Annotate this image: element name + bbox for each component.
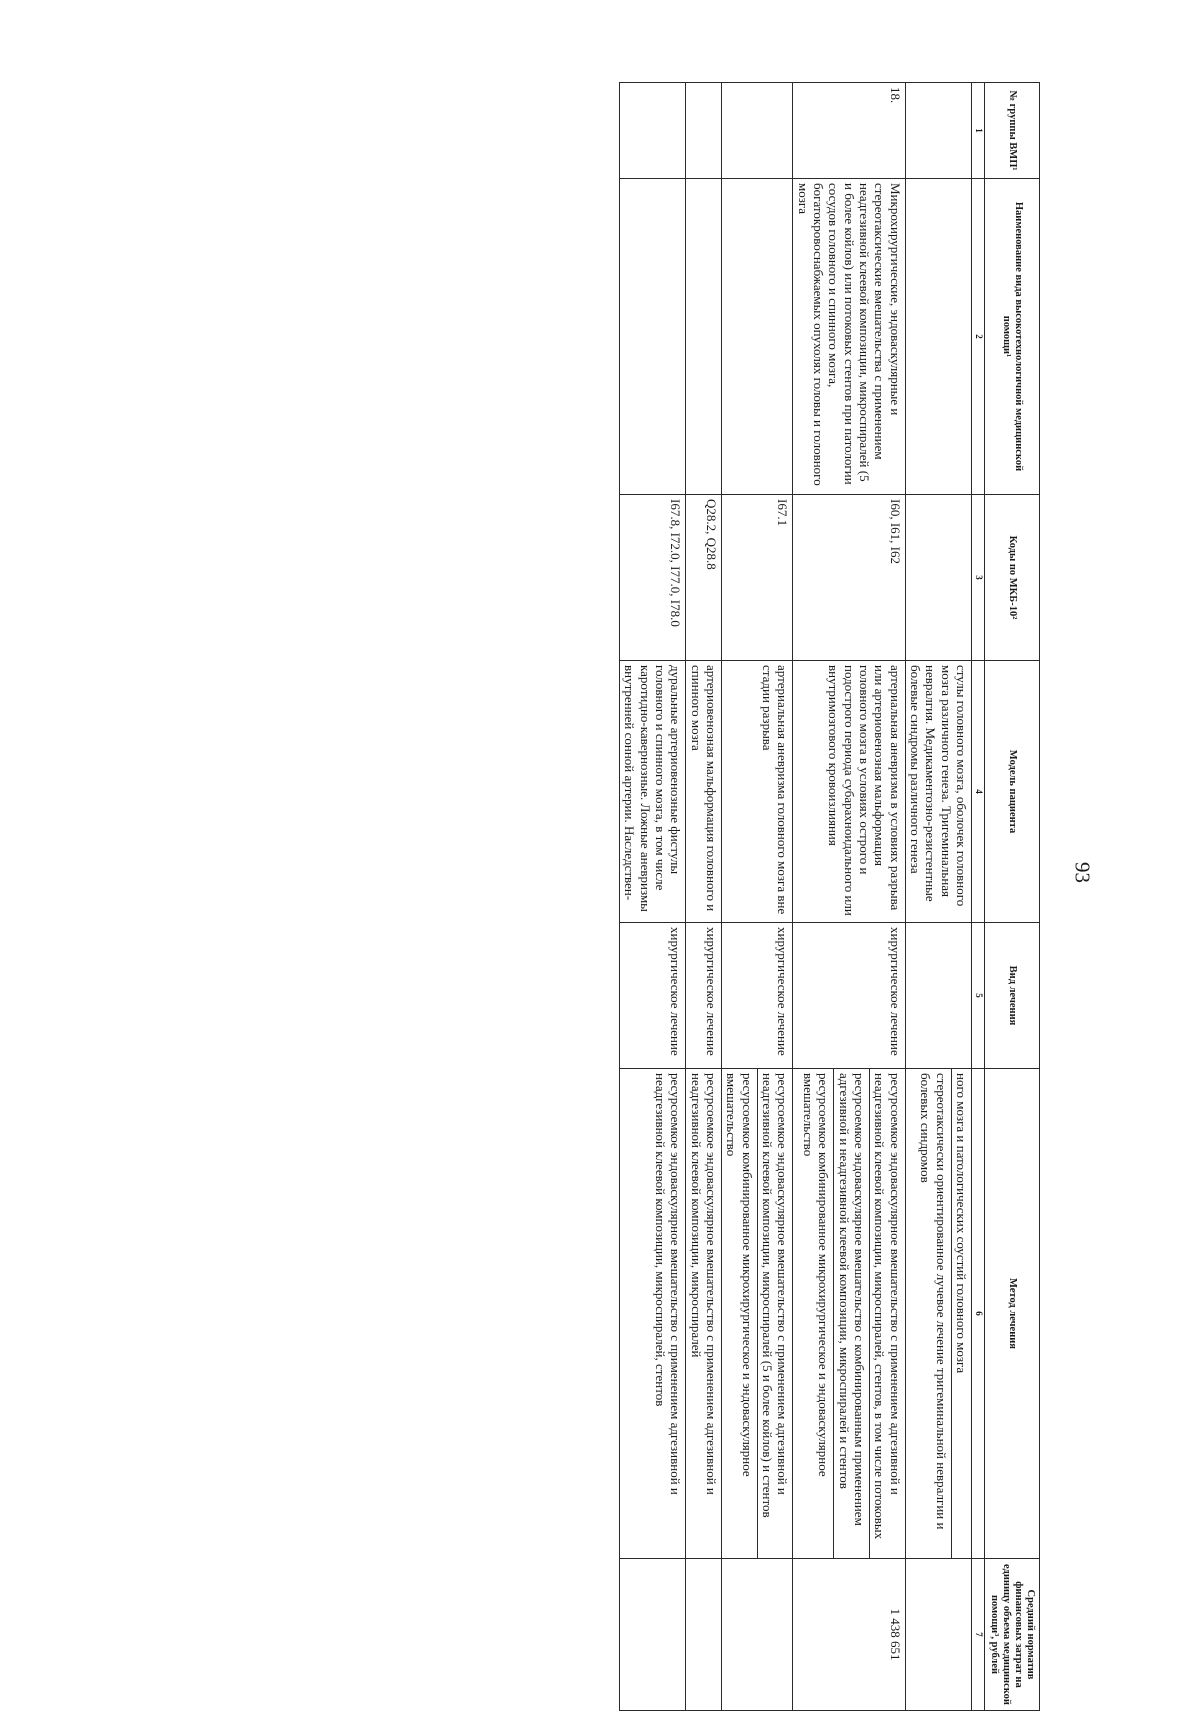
column-number: 6 <box>971 1069 984 1559</box>
cell-method: ресурсоемкое эндоваскулярное вмешательство с применением адгезивной и неадгезивной клеевой композиции, микроспиралей <box>686 1069 722 1559</box>
cell-treatment: хирургическое лечение <box>686 923 722 1069</box>
table-row <box>619 83 685 1711</box>
column-number-row <box>971 83 984 1711</box>
method-item: ресурсоемкое комбинированное микрохирургическое и эндоваскулярное вмешательство <box>724 1069 758 1558</box>
cell-treatment: хирургическое лечение <box>793 923 905 1069</box>
cell-method <box>905 1069 971 1559</box>
cell-treatment: хирургическое лечение <box>721 923 792 1069</box>
cell-method <box>721 1069 792 1559</box>
column-number: 1 <box>971 83 984 179</box>
column-number: 2 <box>971 179 984 495</box>
cell-name: Микрохирургические, эндоваскулярные и стереотаксические вмешательства с применением неадгезивной клеевой композиции, микроспиралей (5 и более койлов) или потоковых стентов при патологии сосудов головного и спинного мозга, богатокровоснабжаемых опухолях головы и головного мозга <box>793 179 905 495</box>
table-row <box>721 83 792 1711</box>
table-row <box>686 83 722 1711</box>
column-number: 3 <box>971 495 984 661</box>
cell-model: артериовенозная мальформация головного и спинного мозга <box>686 661 722 923</box>
column-number: 4 <box>971 661 984 923</box>
method-item: ресурсоемкое комбинированное микрохирургическое и эндоваскулярное вмешательство <box>801 1069 835 1558</box>
cell-model: стулы головного мозга, оболочек головного мозга различного генеза. Тригеминальная невралгия. Медикаментозно-резистентные болевые синдромы различного генеза <box>905 661 971 923</box>
header-codes: Коды по МКБ-10² <box>984 495 1039 661</box>
header-group-number: № группы ВМП¹ <box>984 83 1039 179</box>
column-number: 5 <box>971 923 984 1069</box>
header-method: Метод лечения <box>984 1069 1039 1559</box>
cell-group-number: 18. <box>793 83 905 179</box>
cell-codes: I67.1 <box>721 495 792 661</box>
header-row <box>984 83 1039 1711</box>
cell-method: ресурсоемкое эндоваскулярное вмешательство с применением адгезивной и неадгезивной клеевой композиции, микроспиралей, стентов <box>619 1069 685 1559</box>
vmp-table <box>619 82 1040 1711</box>
header-cost: Средний норматив финансовых затрат на единицу объема медицинской помощи³, рублей <box>984 1559 1039 1711</box>
method-item: ного мозга и патологических соустий головного мозга <box>953 1073 969 1374</box>
column-number: 7 <box>971 1559 984 1711</box>
table-row <box>793 83 905 1711</box>
method-item: ресурсоемкое эндоваскулярное вмешательство с комбинированным применением адгезивной и неадгезивной клеевой композиции, микроспиралей и стентов <box>836 1069 870 1558</box>
method-item: ресурсоемкое эндоваскулярное вмешательство с применением адгезивной и неадгезивной клеевой композиции, микроспиралей, стентов, в том числе потоковых <box>872 1073 903 1540</box>
cell-codes: I60, I61, I62 <box>793 495 905 661</box>
cell-codes: Q28.2, Q28.8 <box>686 495 722 661</box>
method-item: стереотаксически ориентированное лучевое лечение тригеминальной невралгии и болевых синдромов <box>918 1069 952 1558</box>
method-item: ресурсоемкое эндоваскулярное вмешательство с применением адгезивной и неадгезивной клеевой композиции, микроспиралей (5 и более койлов) и стентов <box>759 1073 791 1518</box>
header-treatment: Вид лечения <box>984 923 1039 1069</box>
cell-method <box>793 1069 905 1559</box>
cell-cost: 1 438 651 <box>793 1559 905 1711</box>
header-model: Модель пациента <box>984 661 1039 923</box>
cell-codes: I67.8, I72.0, I77.0, I78.0 <box>619 495 685 661</box>
document-sheet <box>0 82 1040 1710</box>
cell-model: артериальная аневризма головного мозга вне стадии разрыва <box>721 661 792 923</box>
cell-treatment: хирургическое лечение <box>619 923 685 1069</box>
cell-model: артериальная аневризма в условиях разрыва или артериовенозная мальформация головного мозга в условиях острого и подострого периода субарахноидального или внутримозгового кровоизлияния <box>793 661 905 923</box>
header-name: Наименование вида высокотехнологичной медицинской помощи¹ <box>984 179 1039 495</box>
table-row-continuation <box>905 83 971 1711</box>
page-number: 93 <box>1070 862 1095 883</box>
cell-model: дуральные артериовенозные фистулы головного и спинного мозга, в том числе каротидно-кавернозные. Ложные аневризмы внутренней сонной артерии. Наследствен- <box>619 661 685 923</box>
